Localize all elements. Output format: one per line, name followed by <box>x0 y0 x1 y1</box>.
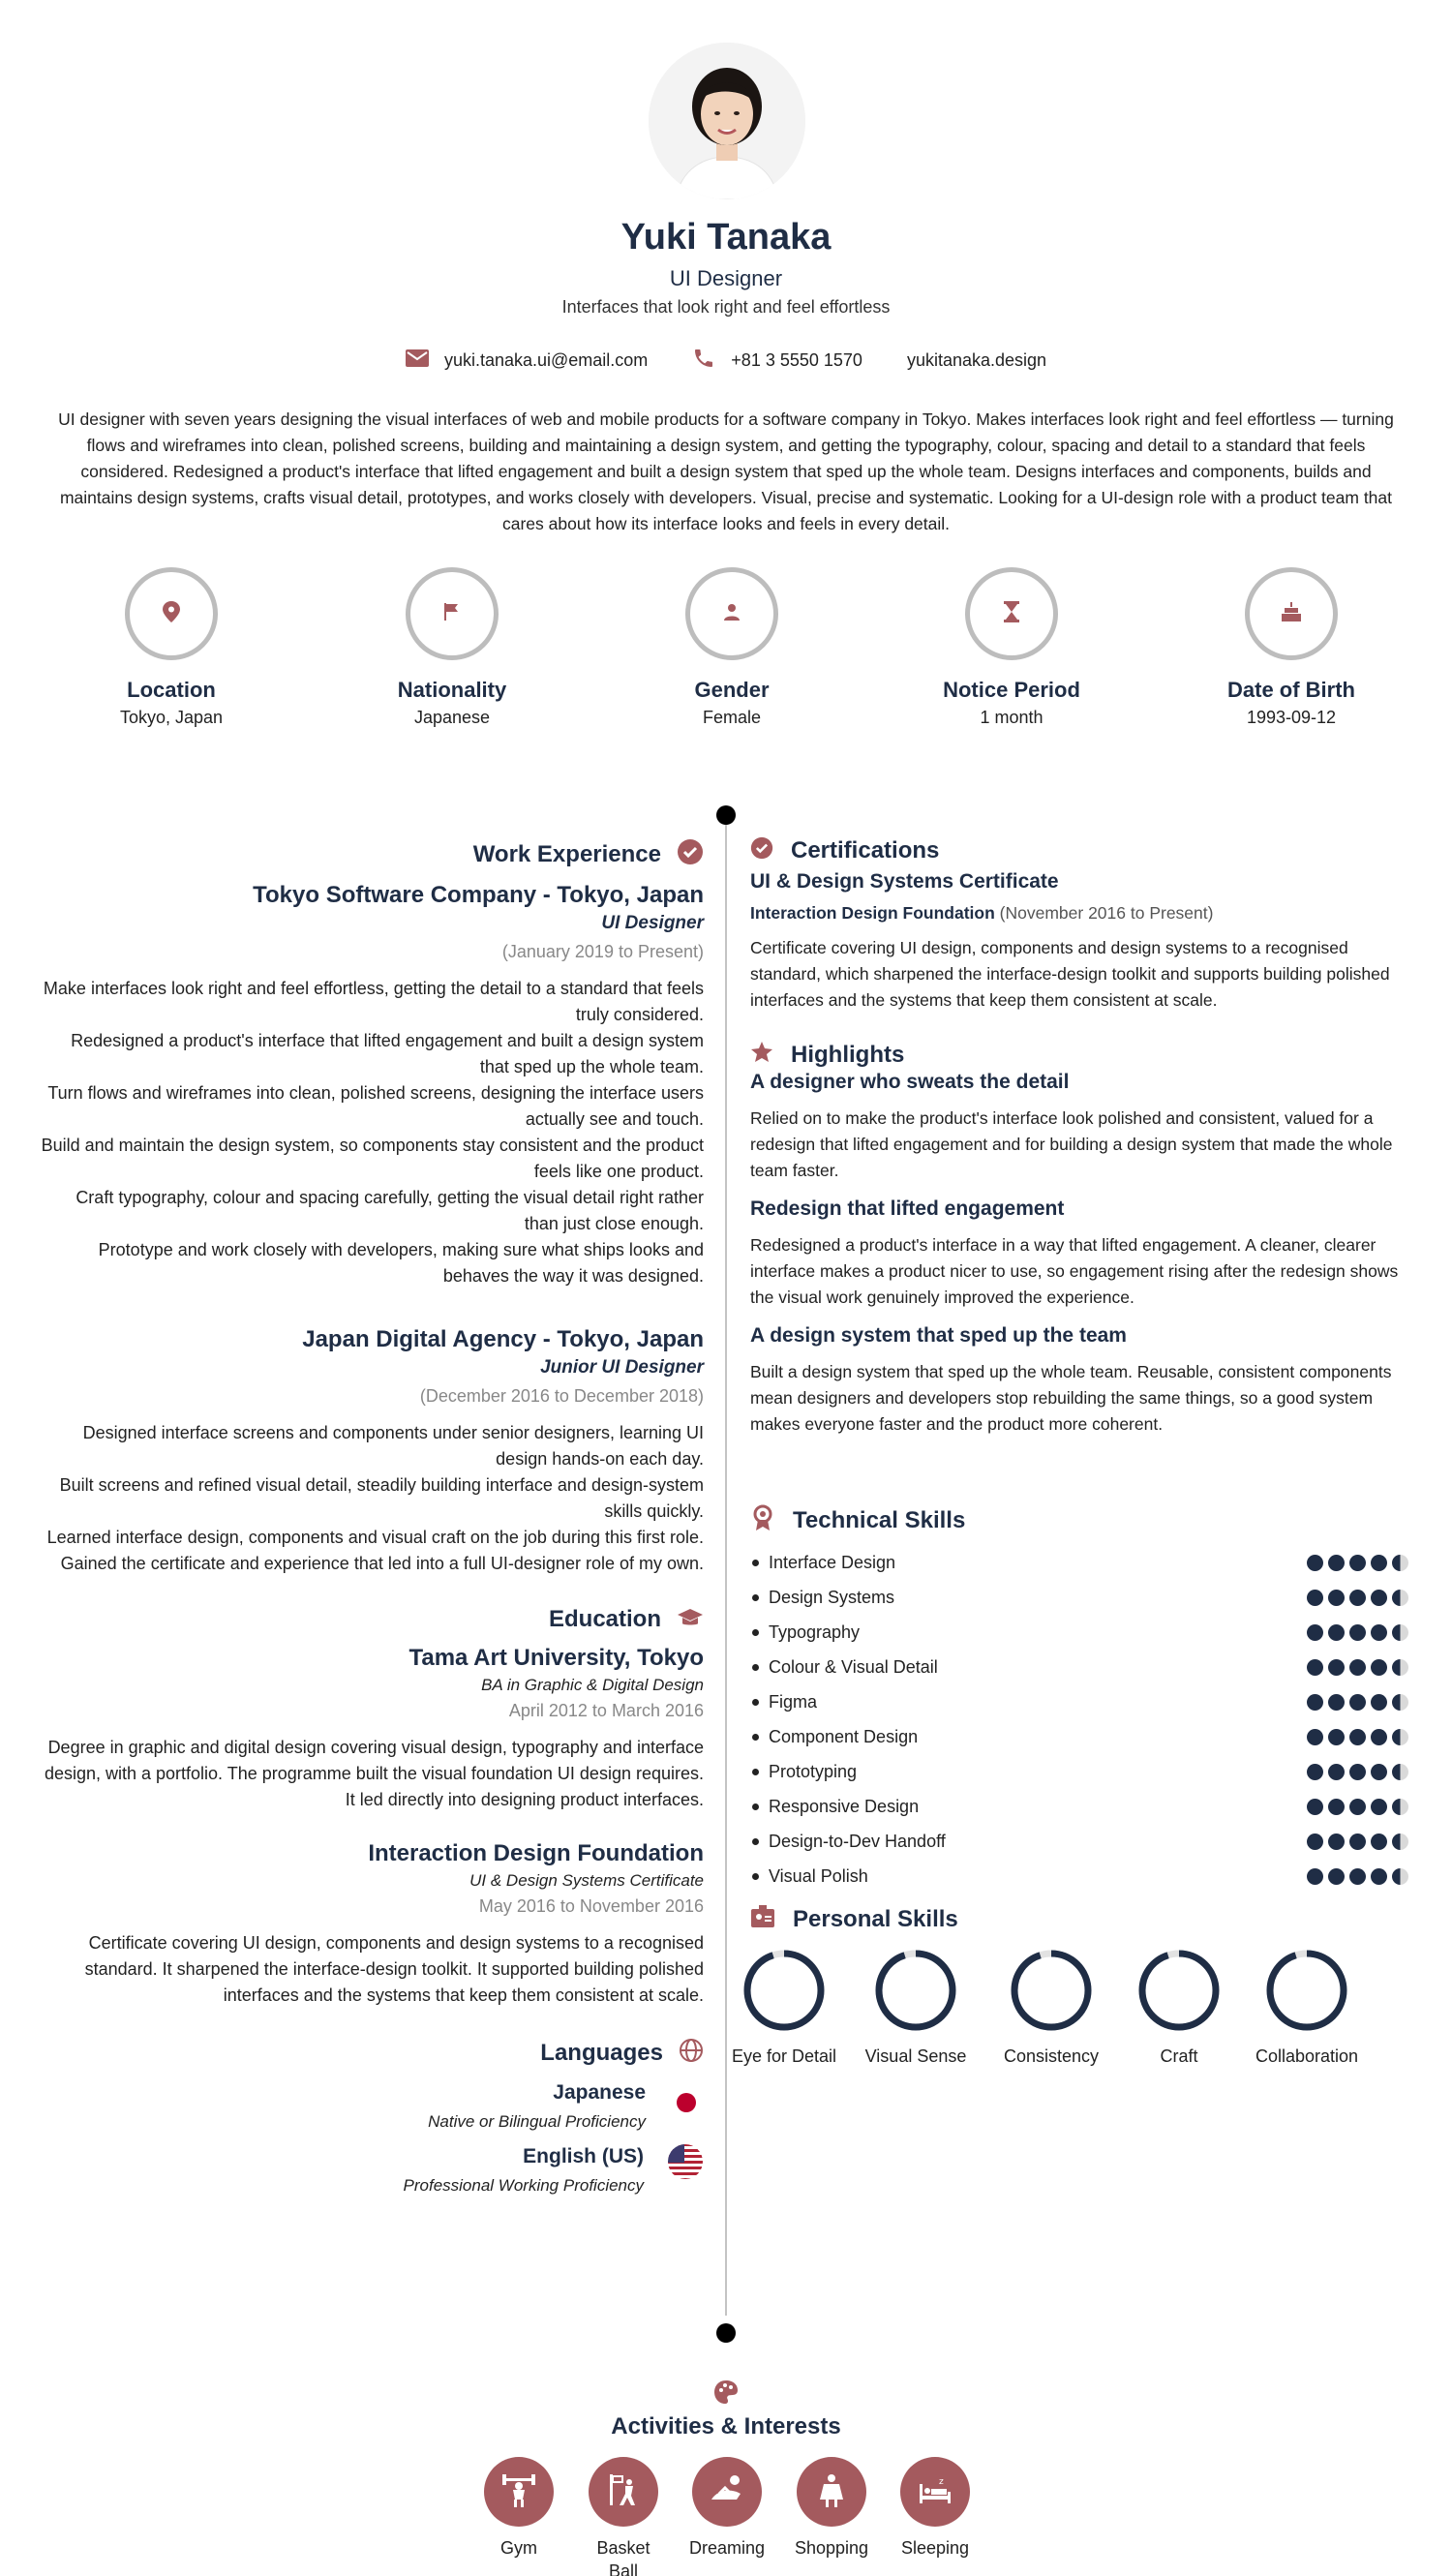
rating-dot <box>1349 1624 1366 1641</box>
rating-dot <box>1307 1590 1323 1606</box>
rating-dot <box>1371 1590 1387 1606</box>
job-bullet: Craft typography, colour and spacing carefully, getting the visual detail right rather than just close enough. <box>76 1188 704 1233</box>
timeline-start-dot <box>716 805 736 825</box>
person-icon <box>722 602 741 626</box>
skill-rating <box>1307 1659 1408 1676</box>
gym-icon <box>499 2470 538 2514</box>
personal-skill-name: Consistency <box>1003 2046 1100 2066</box>
rating-dot <box>1392 1694 1408 1711</box>
interest-label: Sleeping <box>900 2538 970 2558</box>
school-name: Interaction Design Foundation <box>368 1840 704 1866</box>
job-bullet: Designed interface screens and components under senior designers, learning UI design hands-on each day. <box>82 1423 704 1469</box>
rating-dot <box>1307 1799 1323 1815</box>
technical-skill-name: Responsive Design <box>769 1796 920 1816</box>
personal-skill-item <box>1116 1949 1242 2067</box>
rating-dot <box>1349 1764 1366 1780</box>
verified-badge-icon <box>750 836 773 864</box>
rating-dot <box>1392 1659 1408 1676</box>
rating-dot <box>1371 1694 1387 1711</box>
location-pin-icon <box>162 601 181 627</box>
hourglass-icon <box>1003 601 1020 627</box>
skill-rating <box>1307 1799 1408 1815</box>
rating-dot <box>1328 1868 1345 1885</box>
technical-skill-row <box>750 1862 1408 1891</box>
skill-rating <box>1307 1590 1408 1606</box>
section-title: Personal Skills <box>793 1905 958 1932</box>
envelope-icon <box>406 349 429 372</box>
personal-skill-name: Collaboration <box>1255 2046 1359 2066</box>
flag-icon <box>443 602 461 626</box>
interest-label: Gym <box>500 2538 537 2558</box>
skill-ring-fill <box>1142 1954 1216 2027</box>
interest-label: Shopping <box>794 2538 869 2558</box>
certification-meta <box>750 903 1408 924</box>
technical-skill-name: Component Design <box>769 1726 919 1746</box>
interest-label: Dreaming <box>688 2538 766 2558</box>
basketball-icon <box>604 2470 643 2514</box>
rating-dot <box>1349 1555 1366 1571</box>
rating-dot <box>1371 1799 1387 1815</box>
personal-skill-name: Eye for Detail <box>731 2046 837 2066</box>
certification-issuer: Interaction Design Foundation <box>750 903 995 923</box>
bullet-dot <box>752 1769 759 1775</box>
rating-dot <box>1371 1729 1387 1745</box>
job-dates: (December 2016 to December 2018) <box>419 1386 704 1406</box>
technical-skill-row <box>750 1687 1408 1716</box>
rating-dot <box>1392 1729 1408 1745</box>
bullet-dot <box>752 1664 759 1671</box>
rating-dot <box>1392 1590 1408 1606</box>
cake-icon <box>1281 602 1302 626</box>
rating-dot <box>1328 1729 1345 1745</box>
skill-ring <box>874 1949 957 2032</box>
bullet-dot <box>752 1560 759 1566</box>
section-title: Work Experience <box>472 840 661 867</box>
palette-icon <box>713 2392 739 2409</box>
dreaming-icon <box>708 2470 746 2514</box>
rating-dot <box>1392 1555 1408 1571</box>
technical-skill-row <box>750 1722 1408 1751</box>
highlight-title: A designer who sweats the detail <box>750 1071 1070 1093</box>
rating-dot <box>1349 1868 1366 1885</box>
interest-basketball <box>580 2457 667 2576</box>
school-name: Tama Art University, Tokyo <box>408 1645 704 1671</box>
rating-dot <box>1392 1868 1408 1885</box>
phone-text[interactable]: +81 3 5550 1570 <box>731 350 862 370</box>
rating-dot <box>1328 1555 1345 1571</box>
rating-dot <box>1307 1659 1323 1676</box>
rating-dot <box>1371 1659 1387 1676</box>
rating-dot <box>1328 1659 1345 1676</box>
technical-skill-row <box>750 1618 1408 1647</box>
education-description: Degree in graphic and digital design covering visual design, typography and interface design, with a portfolio. The programme built the visual foundation UI design requires. It led directly into designing product interfaces. <box>44 1738 704 1809</box>
technical-skill-list <box>750 1548 1408 1886</box>
bullet-dot <box>752 1629 759 1636</box>
highlight-title: A design system that sped up the team <box>750 1324 1127 1347</box>
fact-label: Nationality <box>397 678 507 702</box>
skill-rating <box>1307 1868 1408 1885</box>
skill-rating <box>1307 1624 1408 1641</box>
personal-skills-section <box>731 1905 1408 2084</box>
email-contact[interactable] <box>406 349 648 372</box>
svg-text:z: z <box>939 2476 944 2487</box>
technical-skill-row <box>750 1652 1408 1682</box>
personal-skill-item <box>853 1949 979 2067</box>
fact-location <box>75 567 268 728</box>
certifications-section <box>750 836 1408 1438</box>
us-flag-icon <box>667 2143 704 2196</box>
fact-value: Tokyo, Japan <box>119 708 224 727</box>
language-item <box>39 2145 704 2196</box>
verified-badge-icon <box>677 838 704 870</box>
technical-skill-row <box>750 1757 1408 1786</box>
profile-photo <box>649 43 805 199</box>
interest-label: Basket Ball <box>596 2538 650 2576</box>
email-text[interactable]: yuki.tanaka.ui@email.com <box>443 350 649 370</box>
technical-skill-name: Figma <box>769 1691 818 1712</box>
technical-skill-name: Visual Polish <box>769 1865 868 1886</box>
technical-skill-name: Prototyping <box>769 1761 858 1781</box>
timeline-end-dot <box>716 2323 736 2343</box>
job-dates: (January 2019 to Present) <box>501 942 704 961</box>
education-dates: May 2016 to November 2016 <box>478 1896 704 1916</box>
globe-icon <box>679 2038 704 2068</box>
job-bullets <box>39 1420 704 1577</box>
language-item <box>39 2081 704 2132</box>
job-bullet: Prototype and work closely with developers, making sure what ships looks and behaves the way it was designed. <box>98 1240 704 1286</box>
phone-icon <box>692 347 715 375</box>
rating-dot <box>1349 1590 1366 1606</box>
technical-skill-row <box>750 1827 1408 1856</box>
phone-contact[interactable] <box>692 347 862 375</box>
rating-dot <box>1307 1764 1323 1780</box>
technical-skill-row <box>750 1792 1408 1821</box>
job-bullet: Turn flows and wireframes into clean, polished screens, designing the interface users actually see and touch. <box>47 1083 704 1129</box>
section-title: Certifications <box>791 836 940 864</box>
job-bullet: Redesigned a product's interface that lifted engagement and built a design system that sped up the whole team. <box>71 1031 704 1076</box>
job-company: Tokyo Software Company - Tokyo, Japan <box>253 882 704 908</box>
fact-notice-period <box>915 567 1108 728</box>
bullet-dot <box>752 1594 759 1601</box>
candidate-name: Yuki Tanaka <box>620 217 832 258</box>
rating-dot <box>1371 1764 1387 1780</box>
section-title: Education <box>548 1606 661 1632</box>
technical-skills-section <box>750 1504 1408 1886</box>
personal-skill-item <box>1244 1949 1370 2067</box>
skill-ring-fill <box>747 1954 821 2027</box>
skill-ring-fill <box>1270 1954 1344 2027</box>
technical-skill-row <box>750 1583 1408 1612</box>
rating-dot <box>1349 1729 1366 1745</box>
rating-dot <box>1349 1799 1366 1815</box>
candidate-tagline: Interfaces that look right and feel effortless <box>561 297 891 317</box>
rating-dot <box>1328 1590 1345 1606</box>
highlights-header <box>750 1041 1408 1069</box>
interest-dreaming <box>683 2457 771 2560</box>
section-title: Languages <box>540 2039 663 2066</box>
fact-date-of-birth <box>1195 567 1388 728</box>
contact-bar <box>0 347 1452 375</box>
skill-ring-fill <box>879 1954 953 2027</box>
section-title: Activities & Interests <box>611 2413 841 2440</box>
rating-dot <box>1307 1834 1323 1850</box>
skill-ring <box>742 1949 826 2032</box>
fact-label: Date of Birth <box>1227 678 1355 702</box>
highlight-title: Redesign that lifted engagement <box>750 1197 1065 1220</box>
section-title: Highlights <box>791 1041 905 1068</box>
interest-gym <box>475 2457 562 2560</box>
skill-rating <box>1307 1555 1408 1571</box>
website-text[interactable]: yukitanaka.design <box>906 350 1047 370</box>
rating-dot <box>1392 1799 1408 1815</box>
skill-rating <box>1307 1834 1408 1850</box>
job-bullet: Built screens and refined visual detail, steadily building interface and design-system skills quickly. <box>59 1475 704 1521</box>
rating-dot <box>1371 1624 1387 1641</box>
language-name: English (US) <box>523 2145 644 2167</box>
highlight-text: Relied on to make the product's interface look polished and consistent, valued for a redesign that lifted engagement and for building a design system that made the whole team faster. <box>750 1108 1393 1180</box>
rating-dot <box>1349 1659 1366 1676</box>
timeline-line <box>725 809 727 2316</box>
skill-ring <box>1137 1949 1221 2032</box>
rating-dot <box>1328 1694 1345 1711</box>
skill-rating <box>1307 1764 1408 1780</box>
graduation-cap-icon <box>677 1607 704 1633</box>
skill-ring-fill <box>1014 1954 1088 2027</box>
education-dates: April 2012 to March 2016 <box>508 1701 704 1720</box>
rating-dot <box>1392 1764 1408 1780</box>
profile-summary: UI designer with seven years designing the visual interfaces of web and mobile products for a software company in Tokyo. Makes interfaces look right and feel effortless — turning flows and wireframes into clean, polished screens, building and maintaining a design system, and getting the typography, colour, spacing and detail to a standard that feels considered. Redesigned a product's interface that lifted engagement and built a design system that sped up the whole team. Designs interfaces and components, builds and maintains design systems, crafts visual detail, prototypes, and works closely with developers. Visual, precise and systematic. Looking for a UI-design role with a product team that cares about how its interface looks and feels in every detail. <box>58 409 1394 533</box>
interest-sleeping <box>892 2457 979 2560</box>
rating-dot <box>1392 1834 1408 1850</box>
technical-skill-name: Typography <box>769 1621 861 1642</box>
highlight-text: Redesigned a product's interface in a way that lifted engagement. A cleaner, clearer interface makes a product nicer to use, so engagement rising after the redesign shows the visual work genuinely improved the experience. <box>750 1235 1399 1307</box>
job-bullet: Learned interface design, components and visual craft on the job during this first role. <box>46 1528 704 1547</box>
rating-dot <box>1328 1624 1345 1641</box>
fact-value: Female <box>702 708 762 727</box>
fact-label: Notice Period <box>943 678 1080 702</box>
education-description: Certificate covering UI design, components and design systems to a recognised standard. It sharpened the interface-design toolkit. It supported building polished interfaces and the systems that keep them consistent at scale. <box>84 1933 704 2005</box>
star-badge-icon <box>750 1041 773 1069</box>
website-contact[interactable] <box>907 350 1046 371</box>
languages-header <box>39 2038 704 2068</box>
education-header <box>39 1606 704 1633</box>
highlight-text: Built a design system that sped up the whole team. Reusable, consistent components mean designers and developers stop rebuilding the same things, so a good system makes everyone faster and the product more coherent. <box>750 1362 1392 1434</box>
shopping-icon <box>812 2470 851 2514</box>
job-bullets <box>39 976 704 1289</box>
technical-skill-name: Design-to-Dev Handoff <box>769 1831 946 1851</box>
personal-skill-item <box>988 1949 1114 2067</box>
job-role: UI Designer <box>601 913 704 933</box>
fact-gender <box>635 567 829 728</box>
certification-name: UI & Design Systems Certificate <box>750 870 1059 893</box>
fact-value: Japanese <box>413 708 491 727</box>
section-title: Technical Skills <box>793 1506 966 1533</box>
language-name: Japanese <box>553 2081 646 2104</box>
rating-dot <box>1307 1868 1323 1885</box>
rating-dot <box>1307 1729 1323 1745</box>
candidate-role: UI Designer <box>669 266 783 290</box>
degree-name: BA in Graphic & Digital Design <box>481 1676 704 1694</box>
id-badge-icon <box>750 1905 775 1933</box>
rating-dot <box>1328 1834 1345 1850</box>
skill-rating <box>1307 1729 1408 1745</box>
bullet-dot <box>752 1873 759 1880</box>
rating-dot <box>1392 1624 1408 1641</box>
rating-dot <box>1307 1624 1323 1641</box>
certification-description: Certificate covering UI design, components and design systems to a recognised standard, which sharpened the interface-design toolkit and supports building polished interfaces and the systems that keep them consistent at scale. <box>750 938 1390 1010</box>
fact-nationality <box>355 567 549 728</box>
rating-dot <box>1328 1799 1345 1815</box>
personal-skill-list <box>731 1949 1408 2084</box>
japan-flag-icon <box>669 2085 704 2132</box>
rating-dot <box>1371 1834 1387 1850</box>
job-bullet: Gained the certificate and experience that led into a full UI-designer role of my own. <box>60 1554 704 1573</box>
award-ribbon-icon <box>750 1504 775 1536</box>
technical-skill-name: Colour & Visual Detail <box>769 1656 938 1677</box>
certification-dates: (November 2016 to Present) <box>999 903 1214 923</box>
technical-skill-name: Interface Design <box>769 1552 896 1572</box>
work-experience-section <box>39 838 704 2196</box>
interest-shopping <box>788 2457 875 2560</box>
fact-value: 1 month <box>980 708 1044 727</box>
personal-skill-name: Visual Sense <box>864 2046 967 2066</box>
skill-ring <box>1010 1949 1093 2032</box>
skill-ring <box>1265 1949 1348 2032</box>
language-level: Native or Bilingual Proficiency <box>428 2112 646 2131</box>
rating-dot <box>1328 1764 1345 1780</box>
fact-value: 1993-09-12 <box>1246 708 1337 727</box>
fact-label: Location <box>127 678 216 702</box>
sleeping-icon <box>916 2470 954 2514</box>
rating-dot <box>1349 1694 1366 1711</box>
rating-dot <box>1307 1694 1323 1711</box>
skill-rating <box>1307 1694 1408 1711</box>
rating-dot <box>1307 1555 1323 1571</box>
language-level: Professional Working Proficiency <box>403 2176 644 2195</box>
bullet-dot <box>752 1734 759 1741</box>
technical-skill-name: Design Systems <box>769 1587 895 1607</box>
job-bullet: Build and maintain the design system, so components stay consistent and the product feels like one product. <box>41 1136 704 1181</box>
job-company: Japan Digital Agency - Tokyo, Japan <box>302 1326 704 1352</box>
rating-dot <box>1371 1555 1387 1571</box>
job-bullet: Make interfaces look right and feel effortless, getting the detail to a standard that feels truly considered. <box>43 979 704 1024</box>
personal-skill-name: Craft <box>1160 2046 1198 2066</box>
fact-label: Gender <box>694 678 770 702</box>
rating-dot <box>1371 1868 1387 1885</box>
technical-skill-row <box>750 1548 1408 1577</box>
personal-skill-item <box>721 1949 847 2067</box>
bullet-dot <box>752 1699 759 1706</box>
bullet-dot <box>752 1838 759 1845</box>
interests-header <box>0 2379 1452 2440</box>
bullet-dot <box>752 1803 759 1810</box>
job-role: Junior UI Designer <box>540 1357 704 1378</box>
rating-dot <box>1349 1834 1366 1850</box>
degree-name: UI & Design Systems Certificate <box>469 1871 704 1890</box>
